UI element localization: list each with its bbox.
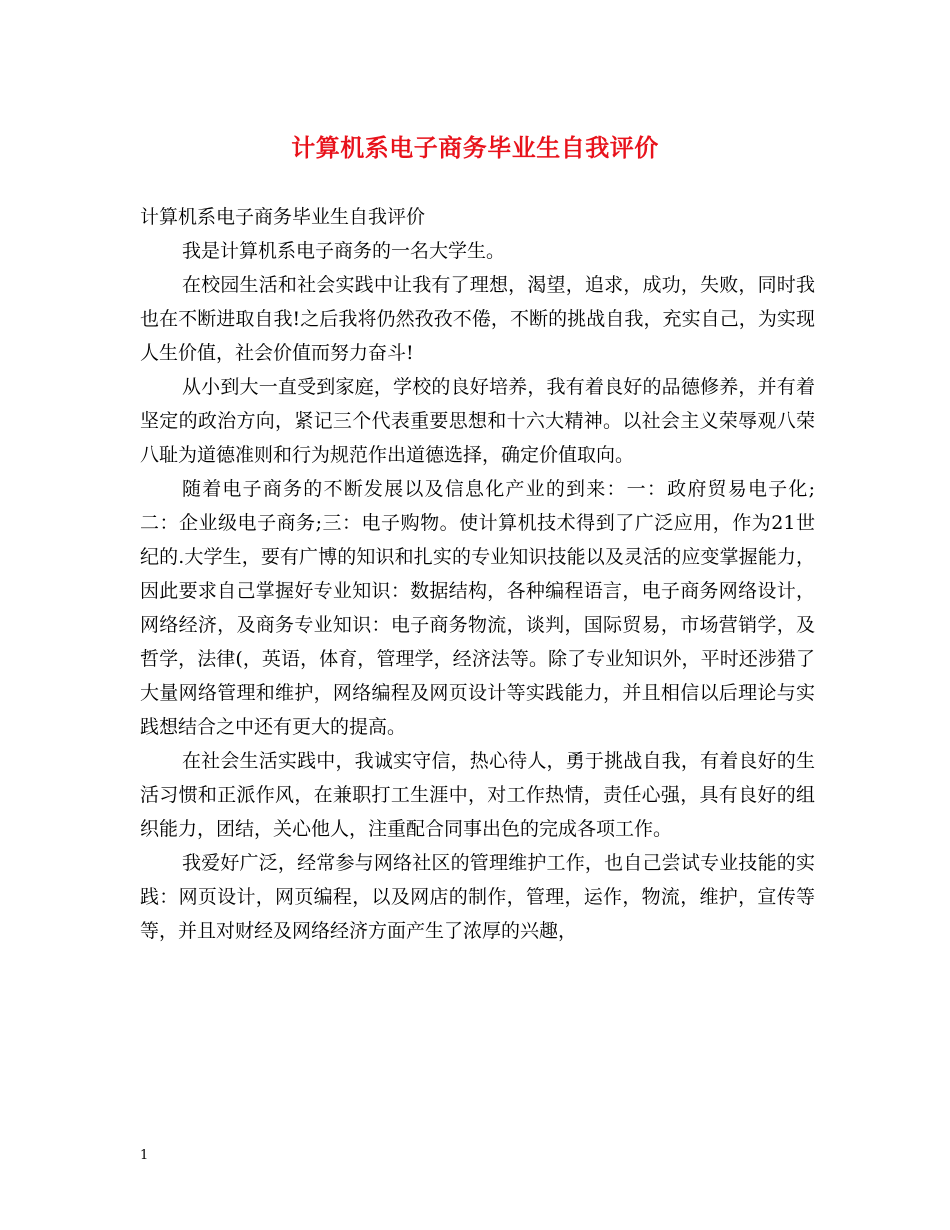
page-number: 1 <box>140 1148 149 1163</box>
paragraph-upbringing: 从小到大一直受到家庭，学校的良好培养，我有着良好的品德修养，并有着坚定的政治方向，紧记三个代表重要思想和十六大精神。以社会主义荣辱观八荣八耻为道德准则和行为规范作出道德选择，确定价值取向。 <box>140 376 815 466</box>
document-subtitle: 计算机系电子商务毕业生自我评价 <box>140 206 426 228</box>
document-body <box>140 200 815 948</box>
paragraph-ecommerce-skills: 随着电子商务的不断发展以及信息化产业的到来：一：政府贸易电子化;二：企业级电子商务;三：电子购物。使计算机技术得到了广泛应用，作为21世纪的.大学生，要有广博的知识和扎实的专业知识技能以及灵活的应变掌握能力，因此要求自己掌握好专业知识：数据结构，各种编程语言，电子商务网络设计，网络经济，及商务专业知识：电子商务物流，谈判，国际贸易，市场营销学，及哲学，法律(，英语，体育，管理学，经济法等。除了专业知识外，平时还涉猎了大量网络管理和维护，网络编程及网页设计等实践能力，并且相信以后理论与实践想结合之中还有更大的提高。 <box>140 478 815 738</box>
paragraph-hobbies: 我爱好广泛，经常参与网络社区的管理维护工作，也自己尝试专业技能的实践：网页设计，网页编程，以及网店的制作，管理，运作，物流，维护，宣传等等，并且对财经及网络经济方面产生了浓厚的兴趣， <box>140 852 815 942</box>
document-title: 计算机系电子商务毕业生自我评价 <box>291 133 659 162</box>
paragraph-campus-life: 在校园生活和社会实践中让我有了理想，渴望，追求，成功，失败，同时我也在不断进取自我!之后我将仍然孜孜不倦，不断的挑战自我，充实自己，为实现人生价值，社会价值而努力奋斗! <box>140 274 815 364</box>
paragraph-intro: 我是计算机系电子商务的一名大学生。 <box>182 240 506 262</box>
paragraph-social-practice: 在社会生活实践中，我诚实守信，热心待人，勇于挑战自我，有着良好的生活习惯和正派作风，在兼职打工生涯中，对工作热情，责任心强，具有良好的组织能力，团结，关心他人，注重配合同事出色的完成各项工作。 <box>140 750 815 840</box>
